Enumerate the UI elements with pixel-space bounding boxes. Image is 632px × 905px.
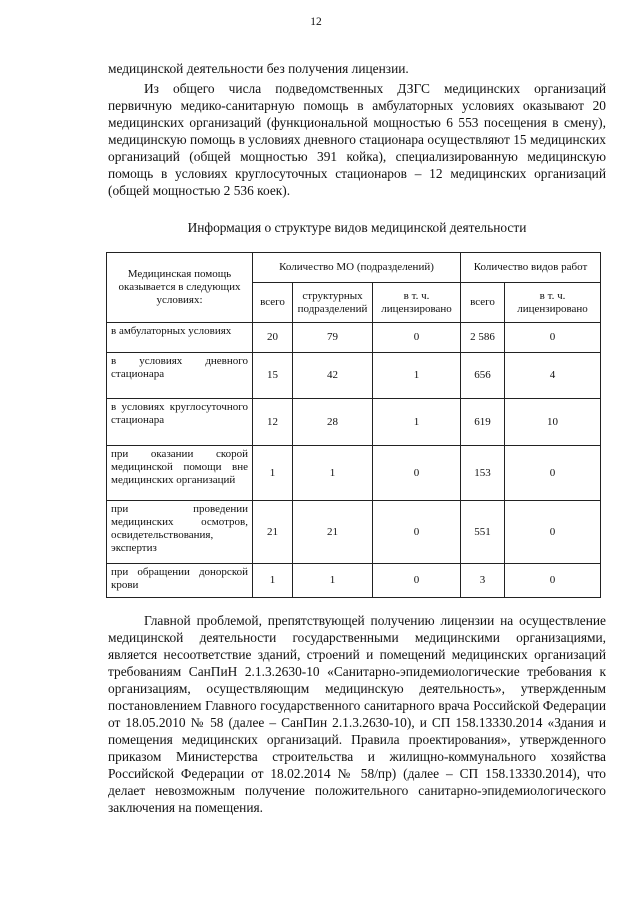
cell-works-total: 619	[461, 399, 505, 446]
cell-works-licensed: 0	[505, 564, 601, 598]
cell-mo-licensed: 1	[373, 353, 461, 399]
header-works-licensed: в т. ч. лицензировано	[505, 283, 601, 323]
cell-condition: при оказании скорой медицинской помощи вне медицинских организаций	[107, 446, 253, 501]
cell-mo-structural: 42	[293, 353, 373, 399]
cell-works-total: 153	[461, 446, 505, 501]
cell-condition: в амбулаторных условиях	[107, 323, 253, 353]
cell-works-licensed: 0	[505, 501, 601, 564]
table-row	[107, 446, 601, 501]
header-group-mo: Количество МО (подразделений)	[253, 253, 461, 283]
header-mo-licensed: в т. ч. лицензировано	[373, 283, 461, 323]
structure-table	[106, 252, 601, 598]
cell-mo-licensed: 1	[373, 399, 461, 446]
cell-mo-structural: 1	[293, 446, 373, 501]
cell-works-total: 656	[461, 353, 505, 399]
cell-works-licensed: 10	[505, 399, 601, 446]
cell-mo-total: 1	[253, 564, 293, 598]
header-condition: Медицинская помощь оказывается в следующих условиях:	[107, 253, 253, 323]
cell-condition: в условиях круглосуточного стационара	[107, 399, 253, 446]
cell-mo-structural: 79	[293, 323, 373, 353]
paragraph-continuation: медицинской деятельности без получения лицензии.	[108, 61, 409, 76]
table-title: Информация о структуре видов медицинской деятельности	[187, 220, 527, 235]
cell-mo-total: 20	[253, 323, 293, 353]
header-works-total: всего	[461, 283, 505, 323]
table-header-row	[107, 253, 601, 283]
header-mo-structural: структурных подразделений	[293, 283, 373, 323]
cell-works-licensed: 4	[505, 353, 601, 399]
cell-mo-total: 12	[253, 399, 293, 446]
cell-mo-total: 1	[253, 446, 293, 501]
table-row	[107, 564, 601, 598]
table-row	[107, 323, 601, 353]
cell-works-total: 3	[461, 564, 505, 598]
table-row	[107, 399, 601, 446]
cell-mo-licensed: 0	[373, 323, 461, 353]
cell-mo-total: 21	[253, 501, 293, 564]
paragraph-intro: Из общего числа подведомственных ДЗГС медицинских организаций первичную медико-санитарную помощь в амбулаторных условиях оказывают 20 медицинских организаций (функциональной мощностью 6 553 посещения в смену), медицинскую помощь в условиях дневного стационара осуществляют 15 медицинских организаций (общей мощностью 391 койка), специализированную медицинскую помощь в условиях круглосуточных стационаров – 12 медицинских организаций (общей мощностью 2 536 коек).	[108, 81, 606, 198]
cell-works-total: 2 586	[461, 323, 505, 353]
cell-mo-total: 15	[253, 353, 293, 399]
cell-condition: при обращении донорской крови	[107, 564, 253, 598]
cell-works-licensed: 0	[505, 323, 601, 353]
cell-mo-structural: 28	[293, 399, 373, 446]
cell-condition: в условиях дневного стационара	[107, 353, 253, 399]
page-number: 12	[310, 16, 322, 28]
cell-condition: при проведении медицинских осмотров, освидетельствования, экспертиз	[107, 501, 253, 564]
cell-mo-licensed: 0	[373, 564, 461, 598]
cell-mo-licensed: 0	[373, 501, 461, 564]
table-row	[107, 353, 601, 399]
cell-mo-structural: 21	[293, 501, 373, 564]
cell-mo-licensed: 0	[373, 446, 461, 501]
header-mo-total: всего	[253, 283, 293, 323]
paragraph-problem: Главной проблемой, препятствующей получению лицензии на осуществление медицинской деятельности государственными медицинскими организациями, является несоответствие зданий, строений и помещений медицинских организаций требованиям СанПиН 2.1.3.2630-10 «Санитарно-эпидемиологические требования к организациям, осуществляющим медицинскую деятельность», утвержденным постановлением Главного государственного санитарного врача Российской Федерации от 18.05.2010 № 58 (далее – СанПин 2.1.3.2630-10), и СП 158.13330.2014 «Здания и помещения медицинских организаций. Правила проектирования», утвержденного приказом Министерства строительства и жилищно-коммунального хозяйства Российской Федерации от 18.02.2014 № 58/пр) (далее – СП 158.13330.2014), что делает невозможным получение положительного санитарно-эпидемиологического заключения на помещения.	[108, 613, 606, 815]
cell-works-total: 551	[461, 501, 505, 564]
cell-works-licensed: 0	[505, 446, 601, 501]
header-group-works: Количество видов работ	[461, 253, 601, 283]
cell-mo-structural: 1	[293, 564, 373, 598]
table-row	[107, 501, 601, 564]
